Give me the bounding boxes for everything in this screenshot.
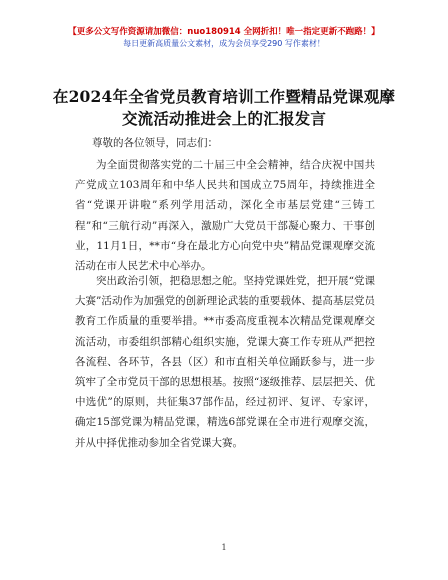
paragraph-1: 为全面贯彻落实党的二十届三中全会精神，结合庆祝中国共产党成立103周年和中华人民共和国成立75周年，持续推进全省“党课开讲啦”系列学用活动，深化全市基层党建“三铸工程”和“三航行动”再深入，激励广大党员干部凝心聚力、干事创业，11月1日，**市“身在最北方心向党中央”精品党课观摩交流活动在市人民艺术中心举办。	[75, 159, 375, 273]
page-number: 1	[221, 543, 227, 552]
promo-line-1: 【更多公文写作资源请加微信：nuo180914 全网折扣！唯一指定更新不跑路！】	[68, 27, 380, 37]
promo-line-2: 每日更新高质量公文素材，成为会员享受290 写作素材！	[123, 39, 325, 48]
paragraph-2: 突出政治引领，把稳思想之舵。坚持党课姓党，把开展“党课大赛”活动作为加强党的创新理论武装的重要载体、提高基层党员教育工作质量的重要举措。**市委高度重视本次精品党课观摩交流活动，市委组织部精心组织实施，党课大赛工作专班从严把控各流程、各环节，各县（区）和市直相关单位踊跃参与，进一步筑牢了全市党员干部的思想根基。按照“逐级推荐、层层把关、优中选优”的原则，共征集37部作品，经过初评、复评、专家评，确定15部党课为精品党课，精选6部党课在全市进行观摩交流，并从中择优推动参加全省党课大赛。	[75, 275, 375, 449]
salutation: 尊敬的各位领导，同志们：	[92, 137, 218, 149]
document-title: 在2024年全省党员教育培训工作暨精品党课观摩交流活动推进会上的汇报发言	[52, 87, 396, 128]
promo-banner	[0, 26, 448, 50]
